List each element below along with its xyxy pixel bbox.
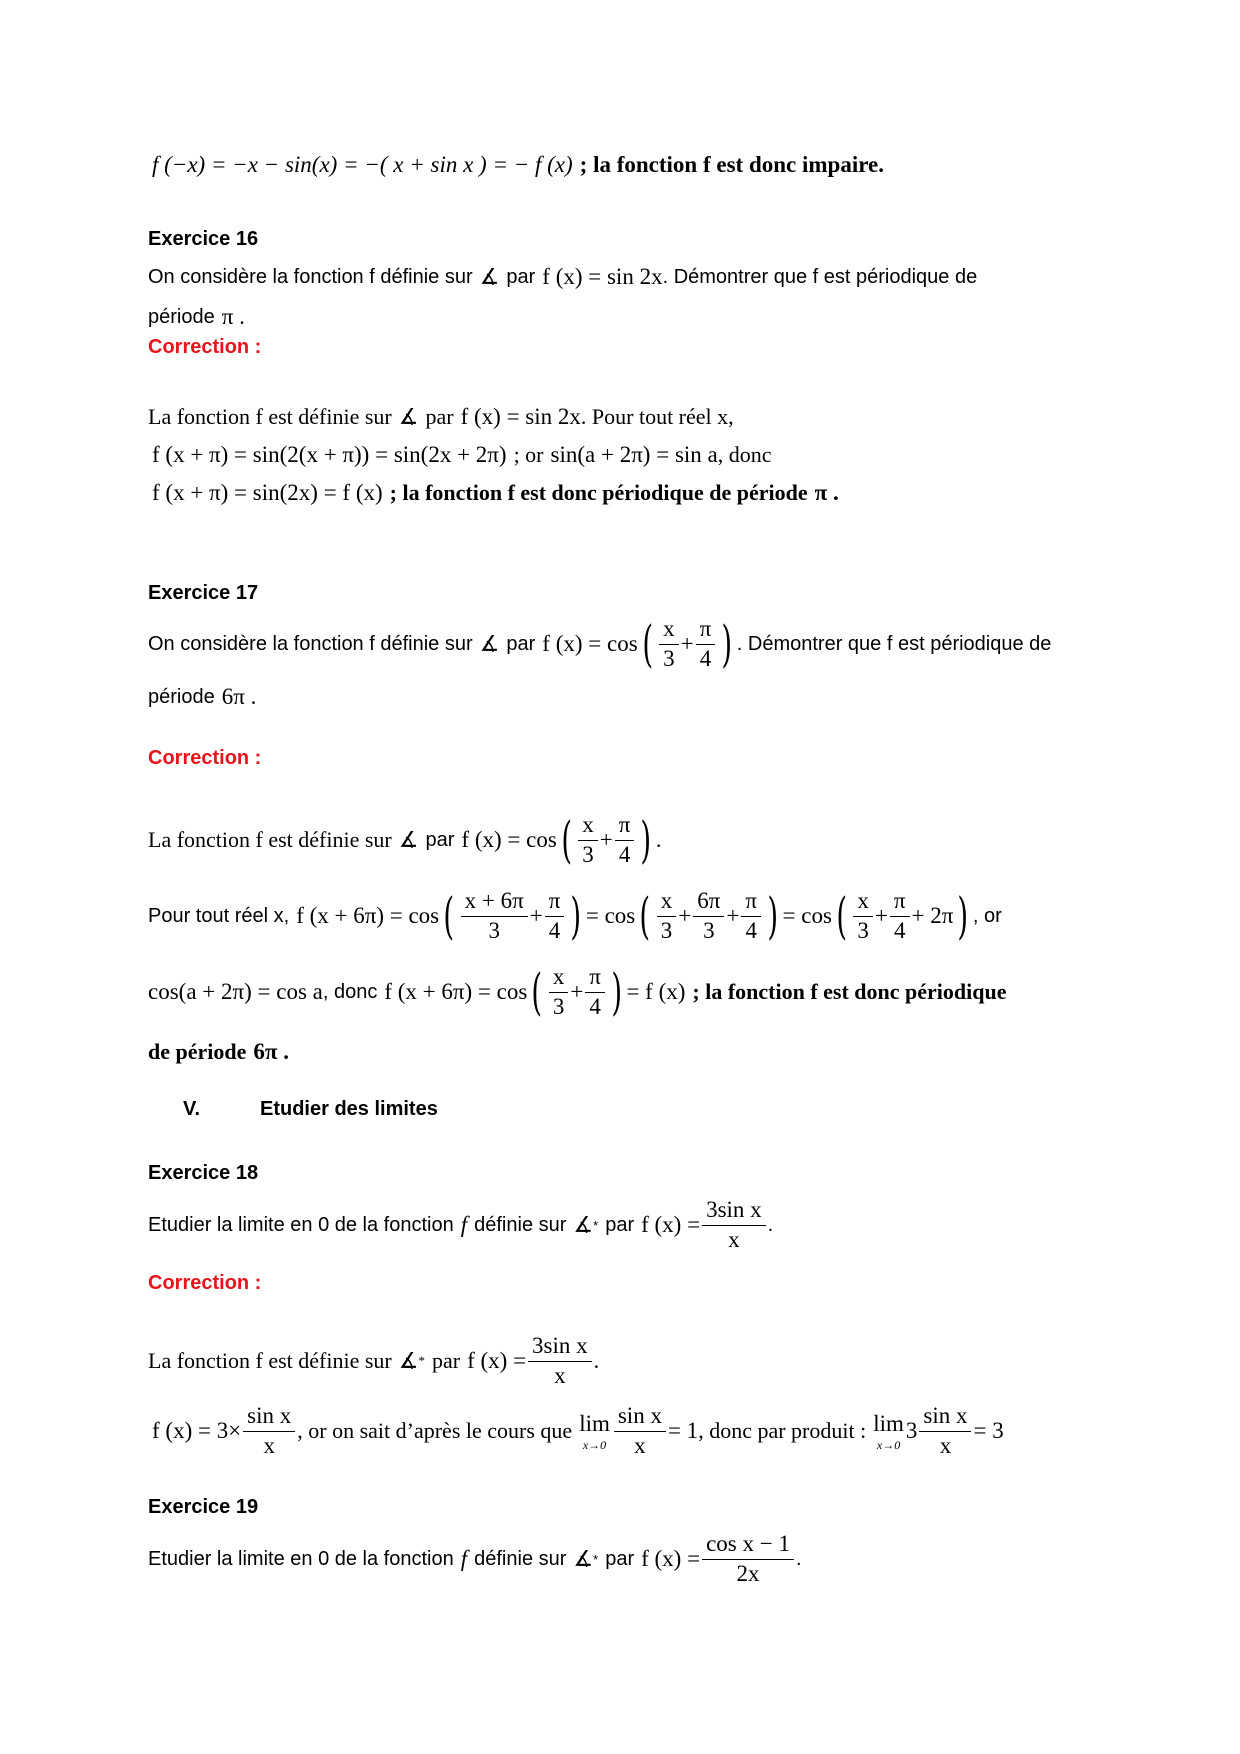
lim-operator: lim x→0 — [579, 1410, 610, 1452]
ex17-correction-line2: Pour tout réel x, f (x + 6π) = cos ( x + 6π 3 + $\frac{\pi}{4}$ ) = cos ( x 3 + $\frac{6\pi}{3}$ + $\frac{\pi}{4}$ ) = cos ( x 3 + $\frac{\pi}{4}$ + 2π ) , or — [148, 887, 1002, 946]
ex18-line2-e: 3 — [905, 1418, 918, 1444]
ex16-statement-line1 — [148, 264, 977, 290]
ex17-line3-a: cos(a + 2π) = cos a — [148, 979, 323, 1005]
ex17-correction-label: Correction : — [148, 747, 262, 769]
ex17-heading: Exercice 17 — [148, 582, 259, 604]
ex19-statement: Etudier la limite en 0 de la fonction f définie sur ∡ * par f (x) = $\frac{\text{cos x − 1}}{2x}$ . — [148, 1530, 802, 1589]
ex18-line1-fx: f (x) = — [467, 1348, 527, 1374]
ex18-line1-fraction: $\frac{\text{3sin x}}{x}$ — [528, 1332, 592, 1391]
ex19-statement-f: f — [460, 1546, 468, 1572]
ex18-correction-line1: La fonction f est définie sur ∡ * par f (x) = $\frac{\text{3sin x}}{x}$ . — [148, 1332, 599, 1391]
ex19-heading: Exercice 19 — [148, 1496, 259, 1518]
ex17-statement-argument: ( x 3 + $\frac{\pi}{4}$ ) — [642, 615, 733, 674]
ex18-lim-fraction: $\frac{\text{sin x}}{x}$ — [614, 1402, 666, 1461]
ex16-line1-formula: f (x) = sin 2x — [460, 404, 581, 429]
ex17-line3-fx: f (x + 6π) = cos — [384, 979, 528, 1005]
ex17-correction-line1 — [148, 811, 661, 870]
ex18-statement-fraction: $\frac{\text{3sin x}}{x}$ — [702, 1196, 766, 1255]
ex16-statement-line2 — [148, 304, 245, 330]
ex17-line3-b: , donc — [322, 980, 378, 1003]
ex18-statement: Etudier la limite en 0 de la fonction f définie sur ∡ * par f (x) = $\frac{\text{3sin x}}{x}$ . — [148, 1196, 773, 1255]
ex17-line4-conclusion: de période — [148, 1039, 247, 1064]
ex17-line2-or: , or — [972, 904, 1002, 927]
ex16-statement-a: On considère la fonction f définie sur — [148, 265, 473, 288]
ex18-statement-a: Etudier la limite en 0 de la fonction — [148, 1213, 454, 1236]
odd-formula: f (−x) = −x − sin(x) = −( x + sin x ) = − f (x) — [152, 152, 573, 177]
ex16-correction-line2 — [152, 442, 772, 468]
ex16-statement-d: période — [148, 305, 215, 328]
ex16-line2-c: , donc — [717, 442, 772, 467]
ex16-statement-c: . Démontrer que f est périodique de — [662, 265, 978, 288]
ex19-statement-end: . — [795, 1547, 802, 1570]
ex19-statement-b: définie sur — [474, 1547, 567, 1570]
reals-symbol: ∡ — [573, 1212, 594, 1238]
ex17-line2-argument1: ( x + 6π 3 + $\frac{\pi}{4}$ ) — [443, 887, 582, 946]
ex18-correction-label: Correction : — [148, 1272, 262, 1294]
ex18-line2-c: = 1 — [667, 1418, 699, 1444]
ex18-line2-b: , or on sait d’après le cours que — [297, 1418, 573, 1444]
section-number: V. — [183, 1098, 201, 1120]
ex17-line1-fx: f (x) = cos — [461, 827, 557, 853]
ex17-correction-line3 — [148, 963, 1007, 1022]
ex17-statement-d: période — [148, 685, 215, 708]
lim-operator: lim x→0 — [873, 1410, 904, 1452]
ex16-line1-c: . Pour tout réel x, — [580, 404, 734, 429]
ex17-line1-b: par — [425, 828, 455, 851]
ex16-correction-line1 — [148, 404, 734, 430]
ex16-line1-b: par — [425, 404, 454, 429]
ex16-statement-e: π . — [221, 304, 245, 329]
ex17-line2-argument3: ( x 3 + $\frac{\pi}{4}$ + 2π ) — [836, 887, 969, 946]
ex18-line2-fx: f (x) = 3× — [152, 1418, 242, 1444]
ex17-line3-conclusion: ; la fonction f est donc périodique — [692, 979, 1007, 1005]
reals-symbol: ∡ — [573, 1546, 594, 1572]
reals-symbol: ∡ — [398, 1348, 419, 1374]
ex19-statement-fx: f (x) = — [641, 1546, 701, 1572]
ex18-statement-b: définie sur — [474, 1213, 567, 1236]
reals-symbol: ∡ — [479, 264, 500, 289]
ex18-statement-fx: f (x) = — [641, 1212, 701, 1238]
ex17-statement-a: On considère la fonction f définie sur — [148, 632, 473, 655]
ex17-statement-fx: f (x) = cos — [542, 631, 638, 657]
ex16-statement-b: par — [506, 265, 536, 288]
odd-conclusion: ; la fonction f est donc impaire. — [579, 152, 884, 177]
ex18-correction-line2 — [152, 1402, 1004, 1461]
reals-symbol: ∡ — [398, 404, 419, 429]
ex16-statement-formula: f (x) = sin 2x — [542, 264, 663, 289]
reals-symbol: ∡ — [398, 827, 419, 853]
section-title: Etudier des limites — [260, 1098, 438, 1120]
ex18-line1-a: La fonction f est définie sur — [148, 1348, 392, 1374]
ex18-product-fraction: $\frac{\text{sin x}}{x}$ — [919, 1402, 971, 1461]
ex18-line1-b: par — [432, 1348, 461, 1374]
ex16-line2-formula: f (x + π) = sin(2(x + π)) = sin(2x + 2π) — [152, 442, 507, 467]
ex18-statement-c: par — [605, 1213, 635, 1236]
ex17-line1-argument: ( x 3 + $\frac{\pi}{4}$ ) — [561, 811, 652, 870]
ex17-statement-b: par — [506, 632, 536, 655]
ex16-line3-conclusion: ; la fonction f est donc périodique de période — [389, 480, 808, 505]
ex17-correction-line4 — [148, 1039, 289, 1065]
ex17-statement-e: 6π . — [221, 684, 257, 709]
ex17-line1-end: . — [655, 827, 662, 853]
ex16-line3-formula: f (x + π) = sin(2x) = f (x) — [152, 480, 383, 505]
ex16-line2-b: ; or — [513, 442, 544, 467]
ex16-line2-formula2: sin(a + 2π) = sin a — [550, 442, 718, 467]
ex19-statement-fraction: $\frac{\text{cos x − 1}}{2x}$ — [702, 1530, 794, 1589]
ex18-line2-fraction: $\frac{\text{sin x}}{x}$ — [243, 1402, 295, 1461]
ex16-heading: Exercice 16 — [148, 228, 259, 250]
ex16-line3-end: π . — [814, 480, 839, 505]
ex16-line1-a: La fonction f est définie sur — [148, 404, 392, 429]
ex17-line2-a: Pour tout réel x, — [148, 904, 290, 927]
reals-symbol: ∡ — [479, 631, 500, 657]
ex17-line2-fx: f (x + 6π) = cos — [296, 903, 440, 929]
ex19-statement-c: par — [605, 1547, 635, 1570]
odd-function-line — [152, 152, 884, 178]
ex16-correction-label: Correction : — [148, 336, 262, 358]
ex17-statement-line2 — [148, 684, 256, 710]
ex17-line3-argument: ( x 3 + $\frac{\pi}{4}$ ) — [531, 963, 623, 1022]
ex17-line2-argument2: ( x 3 + $\frac{6\pi}{3}$ + $\frac{\pi}{4}$ ) — [639, 887, 779, 946]
ex18-heading: Exercice 18 — [148, 1162, 259, 1184]
ex17-line3-c: = f (x) — [626, 979, 686, 1005]
ex17-statement-c: . Démontrer que f est périodique de — [736, 632, 1052, 655]
ex17-line1-a: La fonction f est définie sur — [148, 827, 392, 853]
ex17-statement-line1 — [148, 615, 1051, 674]
ex18-statement-f: f — [460, 1212, 468, 1238]
ex16-correction-line3 — [152, 480, 839, 506]
ex17-line4-end: 6π . — [253, 1039, 289, 1064]
ex19-statement-a: Etudier la limite en 0 de la fonction — [148, 1547, 454, 1570]
ex18-line2-d: , donc par produit : — [698, 1418, 867, 1444]
ex18-line2-f: = 3 — [973, 1418, 1004, 1444]
